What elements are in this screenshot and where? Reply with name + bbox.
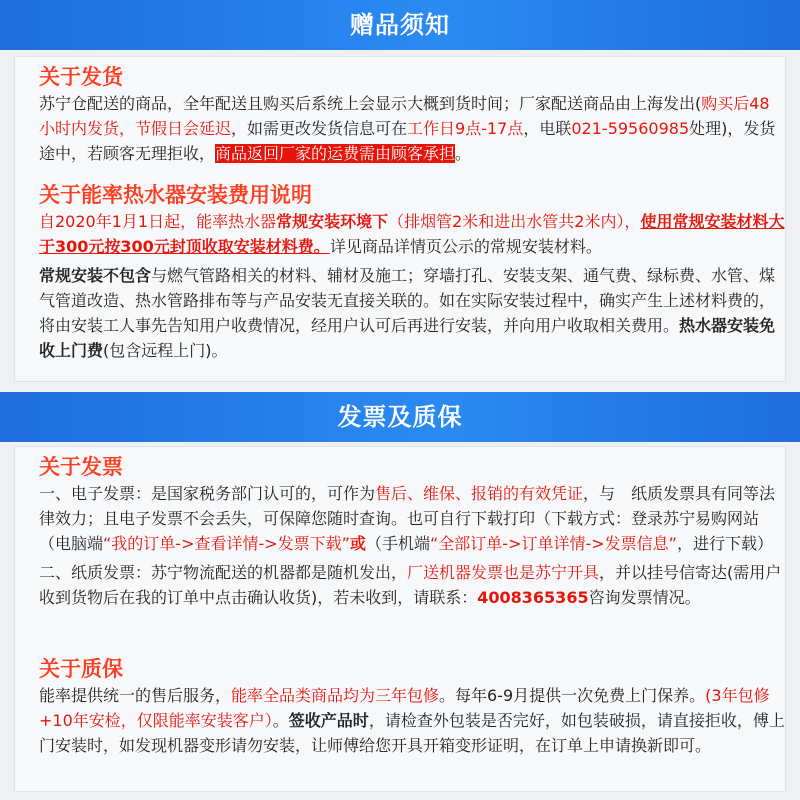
- shipping-install-card: [14, 56, 786, 382]
- e-invoice-valid: 售后、维保、报销的有效凭证: [375, 484, 584, 503]
- shipping-text-1: 苏宁仓配送的商品，全年配送且购买后系统上会显示大概到货时间；厂家配送商品由上海发出(: [39, 94, 702, 113]
- return-shipping-notice: 商品返回厂家的运费需由顾客承担: [215, 144, 456, 163]
- e-invoice-1: 一、电子发票：是国家税务部门认可的，可作为: [39, 484, 376, 503]
- e-invoice-text: [39, 481, 785, 556]
- invoice-heading: 关于发票: [39, 455, 123, 479]
- warranty-5: 。: [272, 711, 289, 730]
- paper-invoice-1: 二、纸质发票：苏宁物流配送的机器都是随机发出，: [39, 563, 408, 582]
- warranty-1: 能率提供统一的售后服务，: [39, 686, 232, 705]
- gift-notice-banner: 赠品须知: [0, 0, 800, 50]
- e-invoice-3: ，与 纸质发票具有同等法律效力；且电子发票不会丢失，可保障您随时查询。也可自行下载打印（下载方式：登录苏宁易购网站（电脑端: [39, 484, 776, 553]
- install-text-3: （排烟管2米和进出水管共2米内），: [388, 212, 641, 231]
- install-text-5: 详见商品详情页公示的常规安装材料。: [329, 237, 602, 256]
- invoice-section: [39, 453, 785, 610]
- warranty-sign-label: 签收产品时: [288, 711, 369, 730]
- shipping-text: [39, 91, 785, 166]
- warranty-heading: 关于质保: [39, 657, 123, 681]
- shipping-text-5: ，电联: [523, 119, 572, 138]
- invoice-hotline: 4008365365: [477, 588, 589, 607]
- e-invoice-6: （手机端: [365, 534, 430, 553]
- shipping-text-3: ，如需更改发货信息可在: [231, 119, 408, 138]
- shipping-phone: 021-59560985: [571, 119, 690, 138]
- paper-invoice-3: ，并以挂号信寄达(需用户收到货物后在我的订单中点击确认收货)，若未收到，请联系：: [39, 563, 782, 607]
- warranty-section: [39, 655, 785, 758]
- install-exclusions-text: [39, 263, 785, 363]
- paper-invoice-issuer: 厂送机器发票也是苏宁开具: [407, 563, 600, 582]
- warranty-7: ，请检查外包装是否完好，如包装破损，请直接拒收，傅上门安装时，如发现机器变形请勿安装，让师傅给您开具开箱变形证明，在订单上申请换新即可。: [39, 711, 785, 755]
- warranty-text: [39, 683, 785, 758]
- install-normal-env: 常规安装环境下: [276, 212, 389, 231]
- warranty-3: 。每年6-9月提供一次免费上门保养。: [439, 686, 706, 705]
- install-fee-section: [39, 181, 785, 363]
- install-text-9: (包含远程上门)。: [103, 341, 228, 360]
- mobile-download-path: “全部订单->订单详情->发票信息”: [430, 534, 677, 553]
- install-material-cap: 使用常规安装材料大于300元按300元封顶收取安装材料费。: [39, 212, 785, 256]
- install-exclusions-label: 常规安装不包含: [39, 266, 152, 285]
- shipping-heading: 关于发货: [39, 65, 123, 89]
- install-free-visit: 热水器安装免收上门费: [39, 316, 776, 360]
- shipping-section: [39, 63, 785, 166]
- install-fee-heading: 关于能率热水器安装费用说明: [39, 183, 312, 207]
- warranty-three-year: 能率全品类商品均为三年包修: [231, 686, 440, 705]
- paper-invoice-5: 咨询发票情况。: [588, 588, 701, 607]
- paper-invoice-text: [39, 560, 785, 610]
- invoice-warranty-card: [14, 446, 786, 792]
- shipping-hours: 工作日9点-17点: [407, 119, 524, 138]
- install-fee-text: [39, 209, 785, 259]
- install-text-1: 自2020年1月1日起，能率热水器: [39, 212, 277, 231]
- e-invoice-8: ，进行下载）: [676, 534, 773, 553]
- shipping-text-7: 处理)，发货途中，若顾客无理拒收，: [39, 119, 776, 163]
- warranty-inspection: (3年包修+10年安检，仅限能率安装客户）: [39, 686, 770, 730]
- shipping-text-9: 。: [455, 144, 472, 163]
- e-invoice-or: 或: [349, 534, 366, 553]
- install-exclusions-body: 与燃气管路相关的材料、辅材及施工；穿墙打孔、安装支架、通气费、绿标费、水管、煤气管道改造、热水管路排布等与产品安装无直接关联的。如在实际安装过程中，确实产生上述材料费的，将由安装工人事先告知用户收费情况，经用户认可后再进行安装，并向用户收取相关费用。: [39, 266, 776, 335]
- invoice-warranty-banner: 发票及质保: [0, 392, 800, 442]
- pc-download-path: “我的订单->查看详情->发票下载”: [103, 534, 350, 553]
- shipping-deadline: 购买后48小时内发货，节假日会延迟: [39, 94, 770, 138]
